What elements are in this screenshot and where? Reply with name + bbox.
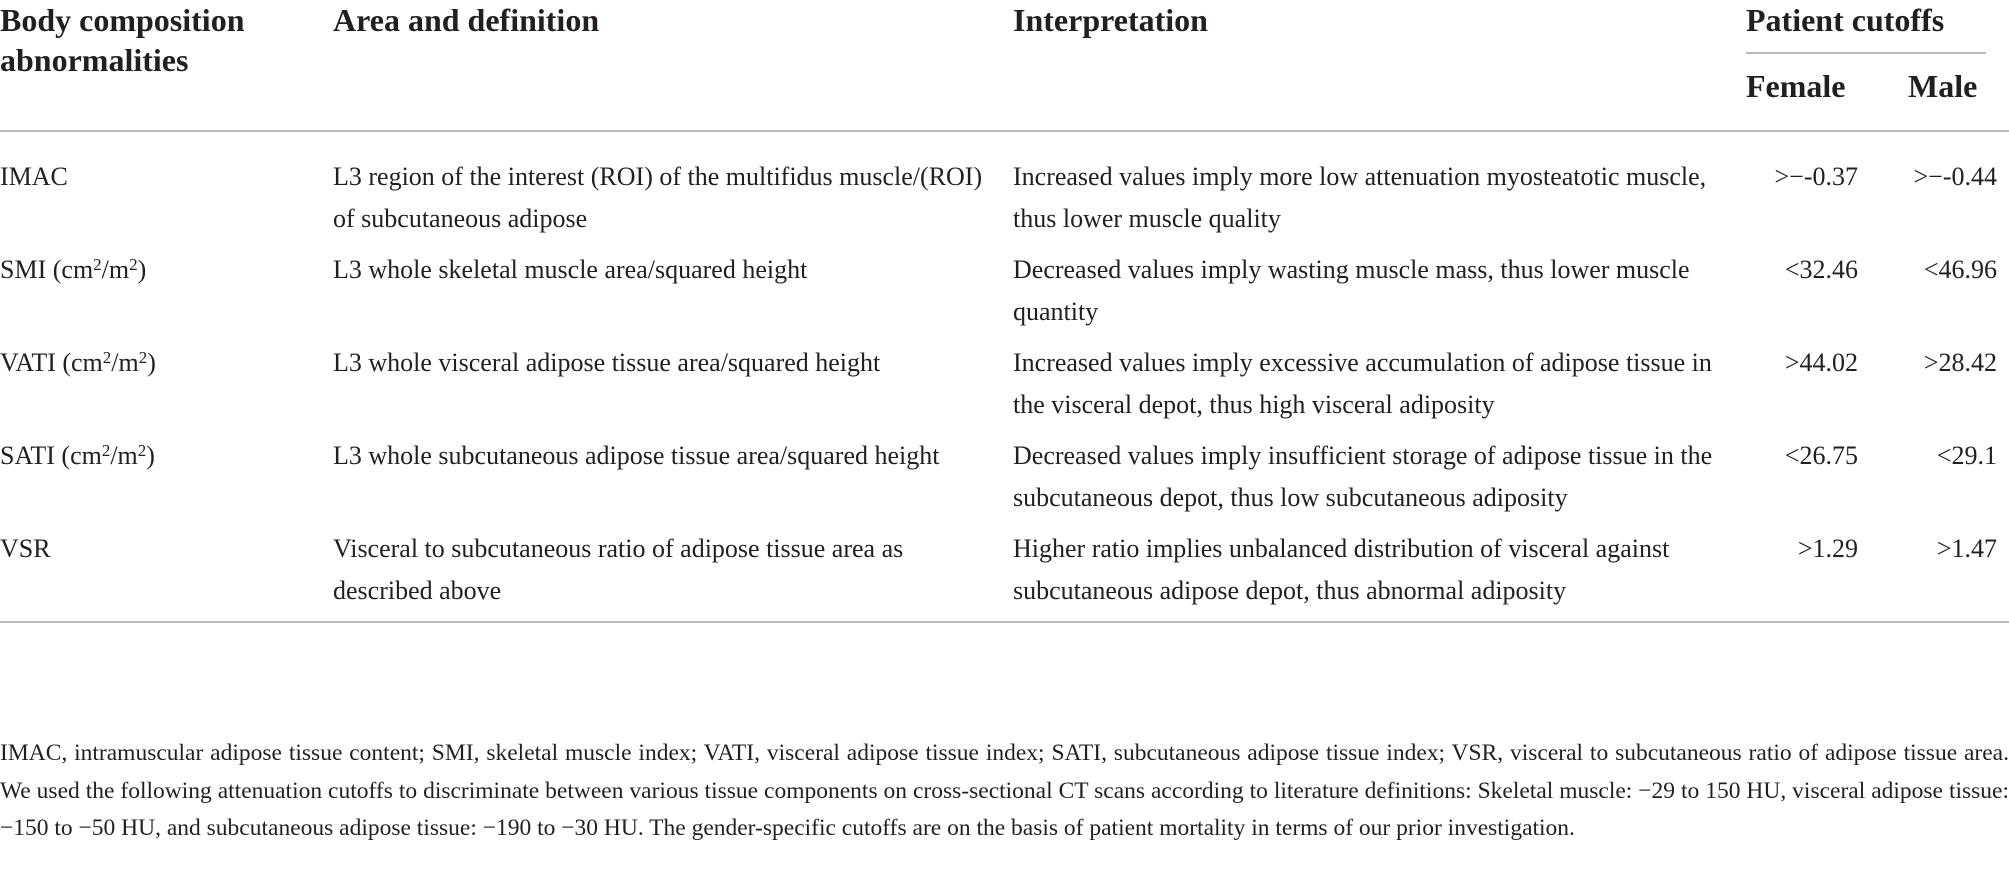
cell-area-definition: Visceral to subcutaneous ratio of adipose tissue area as described above	[333, 534, 904, 605]
abbreviation-text: SATI	[0, 441, 55, 470]
header-male: Male	[1908, 68, 1978, 104]
table-row	[0, 342, 2009, 435]
cell-female-cutoff: >−-0.37	[1774, 162, 1858, 191]
cell-interpretation: Decreased values imply wasting muscle mass, thus lower muscle quantity	[1013, 255, 1690, 326]
table-row	[0, 131, 2009, 249]
cell-female-cutoff: <32.46	[1784, 255, 1858, 284]
abbreviation-text: VATI	[0, 348, 56, 377]
cell-male-cutoff: <29.1	[1936, 441, 1997, 470]
header-body-composition: Body composition abnormalities	[0, 2, 245, 78]
table-footnote: IMAC, intramuscular adipose tissue content; SMI, skeletal muscle index; VATI, visceral adipose tissue index; SATI, subcutaneous adipose tissue index; VSR, visceral to subcutaneous ratio of adipose tissue area. We used the following attenuation cutoffs to discriminate between various tissue components on cross-sectional CT scans according to literature definitions: Skeletal muscle: −29 to 150 HU, visceral adipose tissue: −150 to −50 HU, and subcutaneous adipose tissue: −190 to −30 HU. The gender-specific cutoffs are on the basis of patient mortality in terms of our prior investigation.	[0, 740, 2009, 841]
table-body	[0, 131, 2009, 622]
cell-area-definition: L3 region of the interest (ROI) of the multifidus muscle/(ROI) of subcutaneous adipose	[333, 162, 983, 233]
unit-text: $(cm^2/m^2)$	[62, 348, 156, 377]
table-header	[0, 0, 2009, 131]
cell-abbreviation	[0, 528, 333, 621]
header-interpretation: Interpretation	[1013, 2, 1208, 38]
header-patient-cutoffs	[1745, 0, 2009, 66]
cell-interpretation: Increased values imply excessive accumulation of adipose tissue in the visceral depot, thus high visceral adiposity	[1013, 348, 1712, 419]
header-area-definition: Area and definition	[333, 2, 600, 38]
table-row	[0, 528, 2009, 621]
abbreviation-text: VSR	[0, 534, 51, 563]
header-female: Female	[1746, 68, 1846, 104]
cell-male-cutoff: >−-0.44	[1913, 162, 1997, 191]
cell-male-cutoff: >1.47	[1936, 534, 1997, 563]
cell-male-cutoff: <46.96	[1923, 255, 1997, 284]
unit-text: $(cm^2/m^2)$	[52, 255, 147, 284]
header-patient-cutoffs-label: Patient cutoffs	[1746, 0, 1986, 54]
cell-female-cutoff: <26.75	[1784, 441, 1858, 470]
table-bottom-rule	[0, 621, 2009, 622]
cell-female-cutoff: >1.29	[1797, 534, 1858, 563]
cell-abbreviation	[0, 249, 333, 342]
table-row	[0, 435, 2009, 528]
cell-abbreviation	[0, 342, 333, 435]
cell-interpretation: Decreased values imply insufficient storage of adipose tissue in the subcutaneous depot, thus low subcutaneous adiposity	[1013, 441, 1713, 512]
cell-area-definition: L3 whole visceral adipose tissue area/squared height	[333, 348, 881, 377]
abbreviation-text: IMAC	[0, 162, 68, 191]
cell-abbreviation	[0, 435, 333, 528]
table-row	[0, 249, 2009, 342]
cell-interpretation: Higher ratio implies unbalanced distribution of visceral against subcutaneous adipose depot, thus abnormal adiposity	[1013, 534, 1670, 605]
cell-interpretation: Increased values imply more low attenuation myosteatotic muscle, thus lower muscle quality	[1013, 162, 1707, 233]
cell-female-cutoff: >44.02	[1784, 348, 1858, 377]
cell-area-definition: L3 whole skeletal muscle area/squared height	[333, 255, 808, 284]
cell-male-cutoff: >28.42	[1923, 348, 1997, 377]
cell-area-definition: L3 whole subcutaneous adipose tissue area/squared height	[333, 441, 940, 470]
cell-abbreviation	[0, 131, 333, 249]
unit-text: $(cm^2/m^2)$	[61, 441, 155, 470]
abbreviation-text: SMI	[0, 255, 47, 284]
